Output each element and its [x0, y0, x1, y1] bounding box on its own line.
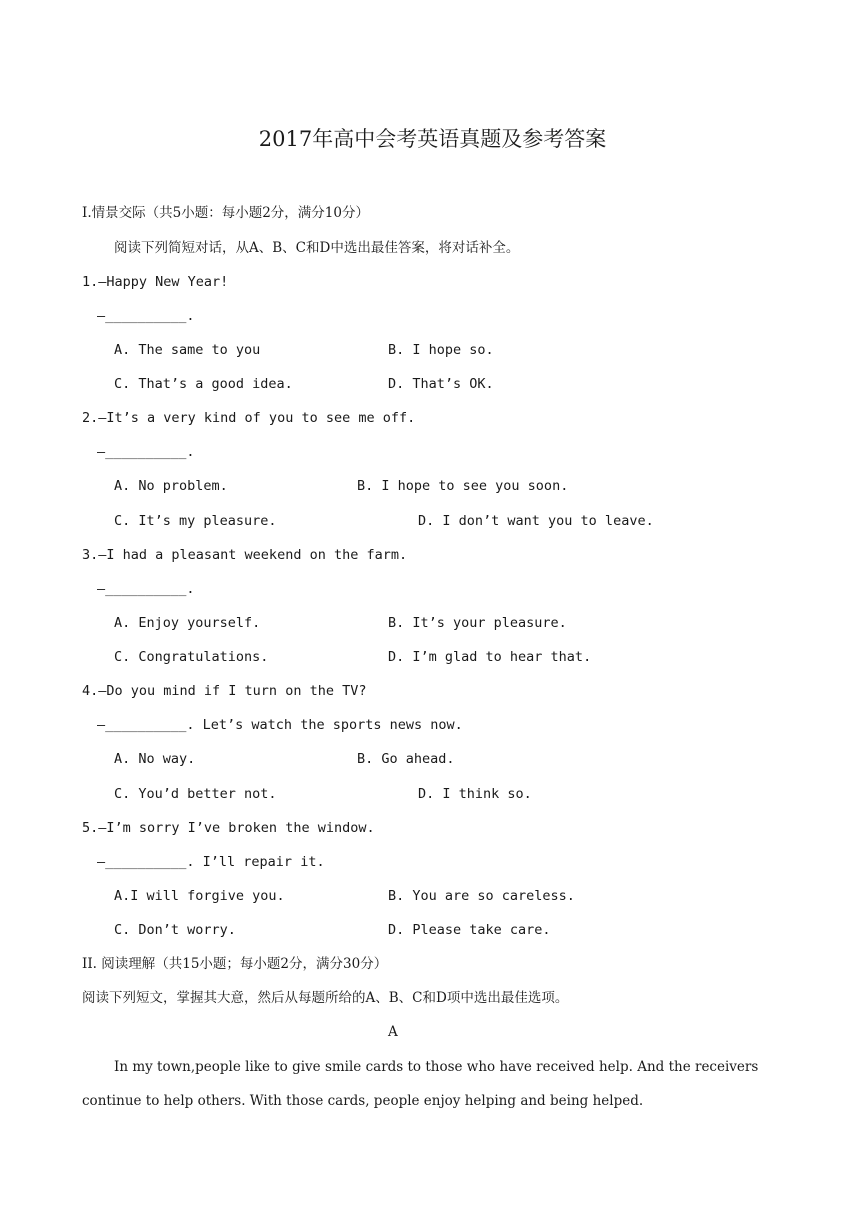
question-1-option-d: D. That’s OK.: [388, 376, 494, 392]
question-1-option-b: B. I hope so.: [388, 342, 494, 358]
question-3-option-b: B. It’s your pleasure.: [388, 615, 567, 631]
question-2-prompt: 2.—It’s a very kind of you to see me off.: [82, 410, 416, 426]
passage-line-1: In my town,people like to give smile cards to those who have received help. And the receivers: [114, 1059, 759, 1075]
question-1-option-a: A. The same to you: [114, 342, 261, 358]
question-5-prompt: 5.—I’m sorry I’ve broken the window.: [82, 820, 375, 836]
question-4-option-a: A. No way.: [114, 751, 196, 767]
question-3-option-c: C. Congratulations.: [114, 649, 269, 665]
question-2-option-a: A. No problem.: [114, 478, 228, 494]
section1-instruction: 阅读下列简短对话，从A、B、C和D中选出最佳答案，将对话补全。: [114, 240, 520, 256]
question-5-option-b: B. You are so careless.: [388, 888, 575, 904]
section2-instruction: 阅读下列短文，掌握其大意，然后从每题所给的A、B、C和D项中选出最佳选项。: [82, 990, 569, 1006]
question-3-prompt: 3.—I had a pleasant weekend on the farm.: [82, 547, 408, 563]
section2-heading: II. 阅读理解（共15小题；每小题2分，满分30分）: [82, 956, 388, 972]
question-2-option-b: B. I hope to see you soon.: [357, 478, 569, 494]
question-5-reply: —__________. I’ll repair it.: [97, 854, 325, 870]
question-4-reply: —__________. Let’s watch the sports news now.: [97, 717, 463, 733]
question-2-reply: —__________.: [97, 444, 195, 460]
page-title: 2017年高中会考英语真题及参考答案: [258, 127, 607, 151]
question-2-option-c: C. It’s my pleasure.: [114, 513, 277, 529]
passage-line-2: continue to help others. With those cards, people enjoy helping and being helped.: [82, 1093, 644, 1109]
question-3-option-a: A. Enjoy yourself.: [114, 615, 261, 631]
question-5-option-d: D. Please take care.: [388, 922, 551, 938]
passage-label: A: [388, 1024, 398, 1040]
section1-heading: I.情景交际（共5小题：每小题2分，满分10分）: [82, 205, 369, 221]
question-4-prompt: 4.—Do you mind if I turn on the TV?: [82, 683, 367, 699]
question-4-option-c: C. You’d better not.: [114, 786, 277, 802]
question-4-option-d: D. I think so.: [418, 786, 532, 802]
question-1-option-c: C. That’s a good idea.: [114, 376, 293, 392]
question-4-option-b: B. Go ahead.: [357, 751, 455, 767]
question-3-option-d: D. I’m glad to hear that.: [388, 649, 592, 665]
question-1-reply: —__________.: [97, 308, 195, 324]
question-1-prompt: 1.—Happy New Year!: [82, 274, 229, 290]
question-5-option-c: C. Don’t worry.: [114, 922, 236, 938]
question-3-reply: —__________.: [97, 581, 195, 597]
question-5-option-a: A.I will forgive you.: [114, 888, 285, 904]
question-2-option-d: D. I don’t want you to leave.: [418, 513, 654, 529]
